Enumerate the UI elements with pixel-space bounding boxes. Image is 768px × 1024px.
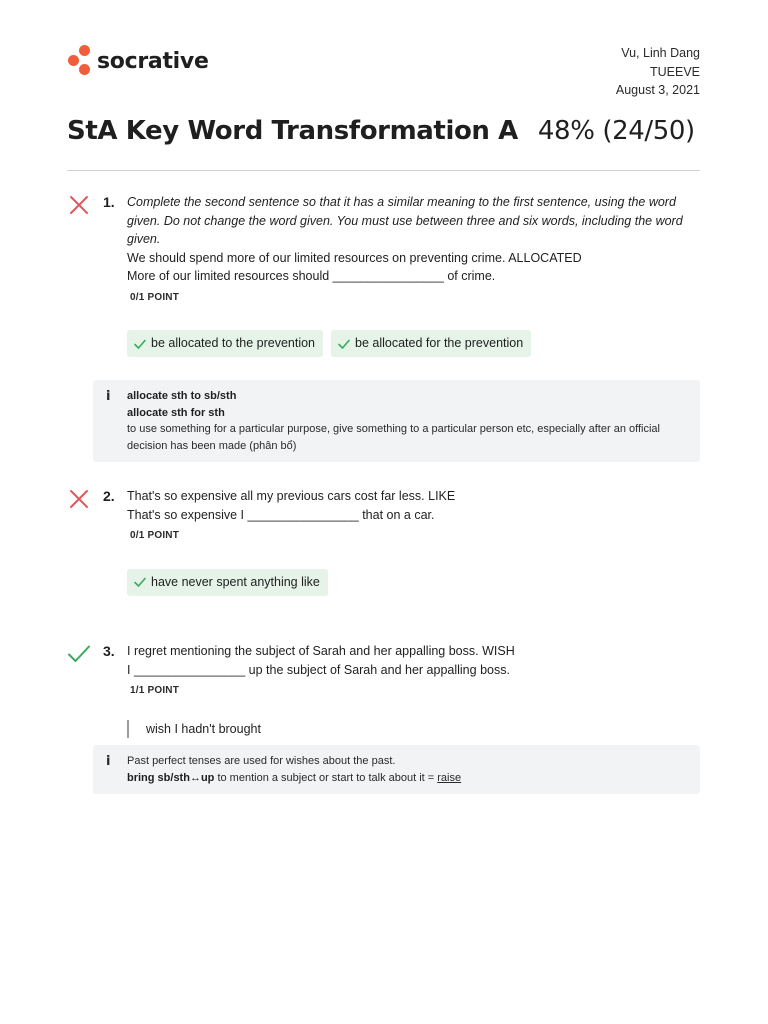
correct-answer-chip [331,330,531,357]
explanation-text: to use something for a particular purpose, give something to a particular person etc, especially after an official decision has been made (phân bổ) [127,423,660,452]
title-divider [67,170,700,171]
report-meta [616,44,700,100]
correct-answer-chip [127,569,328,596]
incorrect-x-icon [67,487,91,511]
correct-answer-chip [127,330,323,357]
brand-name: socrative [97,48,209,74]
question-points: 0/1 POINT [130,291,180,303]
explanation-box [93,745,700,794]
student-answer: wish I hadn't brought [127,720,700,738]
correct-answers [127,569,700,596]
socrative-logo-icon [67,45,91,77]
answer-text: have never spent anything like [151,574,320,589]
question-sentence: I regret mentioning the subject of Sarah and her appalling boss. WISH [127,644,515,658]
question-points: 1/1 POINT [130,685,180,696]
question-transform: That's so expensive I ________________ that on a car. [127,507,435,522]
page-title: StA Key Word Transformation A [67,116,518,146]
info-icon: i [106,754,111,769]
question-body [127,642,700,738]
question-number: 1. [103,194,115,210]
correct-answers [127,330,700,357]
question-transform: I ________________ up the subject of Sarah and her appalling boss. [127,662,510,677]
explanation-text: Past perfect tenses are used for wishes about the past. [127,755,396,767]
explanation-term: bring sb/sth↔up [127,771,215,784]
question-sentence: We should spend more of our limited resources on preventing crime. ALLOCATED [127,250,582,265]
report-date: August 3, 2021 [615,83,700,97]
check-icon [133,337,147,351]
class-name: TUEEVE [649,64,700,79]
explanation-term: allocate sth for sth [127,406,225,419]
explanation-box [93,380,700,462]
explanation-text: to mention a subject or start to talk about it = [214,771,438,784]
student-name: Vu, Linh Dang [621,46,700,60]
question-number: 2. [103,488,115,504]
score-summary: 48% (24/50) [537,116,695,146]
answer-text: be allocated to the prevention [151,336,316,351]
question-number: 3. [103,643,115,659]
question-transform: More of our limited resources should ________________ of crime. [127,269,496,283]
question-sentence: That's so expensive all my previous cars cost far less. LIKE [127,489,456,503]
question-body [127,193,700,357]
question-body [127,487,700,596]
check-icon [337,337,351,351]
info-icon: i [106,389,111,404]
incorrect-x-icon [67,193,91,217]
question-instruction: Complete the second sentence so that it has a similar meaning to the first sentence, using the word given. Do not change the word given. You must use between three and six words, including the word given. [127,195,683,246]
correct-check-icon [67,642,91,666]
socrative-logo [67,45,209,77]
check-icon [133,575,147,589]
title-row [67,116,700,146]
explanation-link: raise [437,771,462,784]
question-points: 0/1 POINT [130,530,180,541]
explanation-term: allocate sth to sb/sth [127,390,237,402]
answer-text: be allocated for the prevention [355,336,524,351]
